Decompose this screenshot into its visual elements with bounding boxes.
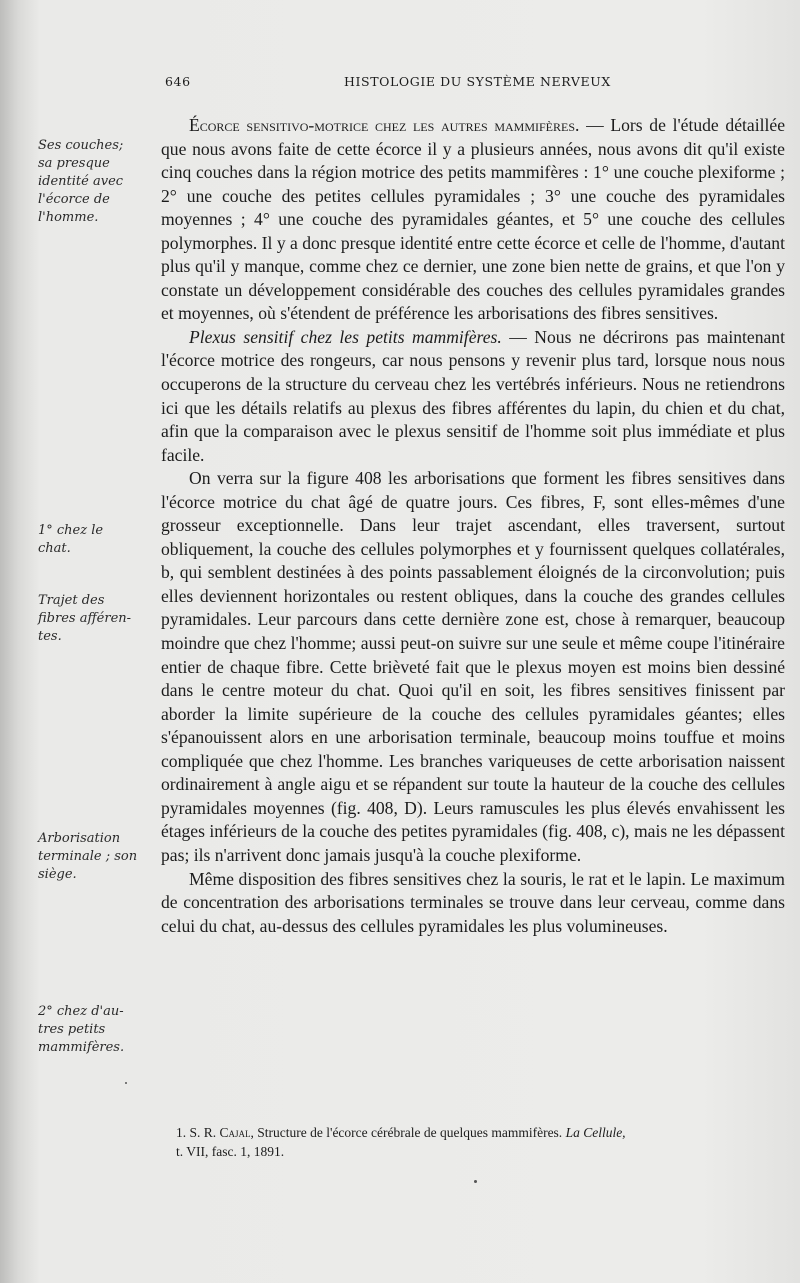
section-heading: Écorce sensitivo-motrice chez les autres mammifères. — [189, 115, 580, 135]
footnote-journal: La Cellule, — [565, 1125, 626, 1140]
margin-line: mammifères. — [38, 1040, 125, 1055]
margin-line: sa presque — [38, 156, 110, 171]
margin-line: siège. — [38, 867, 77, 882]
margin-line: tes. — [38, 629, 62, 644]
footnote-author: S. R. Cajal, — [189, 1125, 254, 1140]
margin-line: 2° chez d'au- — [38, 1004, 124, 1019]
margin-note-trajet — [38, 592, 156, 646]
paragraph-chat: On verra sur la figure 408 les arborisations que forment les fibres sensitives dans l'écorce motrice du chat âgé de quatre jours. Ces fibres, F, sont elles-mêmes d'une grosseur exceptionnelle. Dans leur trajet ascendant, elles traversent, surtout obliquement, la couche des cellules polymorphes et y fournissent quelques collatérales, b, qui semblent destinées à des points passablement éloignés de la circonvolution; puis elles deviennent horizontales ou restent obliques, dans la couche des grandes cellules pyramidales. Leur parcours dans cette dernière zone est, chose à remarquer, beaucoup moindre que chez l'homme; aussi peut-on suivre sur une seule et même coupe l'itinéraire entier de chaque fibre. Cette brièveté fait que le plexus moyen est moins bien dessiné dans le centre moteur du chat. Quoi qu'il en soit, les fibres sensitives finissent par aborder la limite supérieure de la couche des cellules pyramidales géantes; elles s'épanouissent alors en une arborisation terminale, beaucoup moins touffue et moins compliquée que chez l'homme. Les branches variqueuses de cette arborisation naissent ordinairement à angle aigu et se répandent sur toute la hauteur de la couche des cellules pyramidales moyennes (fig. 408, D). Leurs ramuscules les plus élevés envahissent les étages inférieurs de la couche des petites pyramidales (fig. 408, c), mais ne les dépassent pas; ils n'arrivent donc jamais jusqu'à la couche plexiforme. — [161, 468, 785, 865]
margin-line: identité avec — [38, 174, 124, 189]
margin-note-chat — [38, 522, 156, 558]
paragraph-plexus — [161, 326, 785, 467]
print-speck — [125, 1082, 127, 1084]
footnote-reference: t. VII, fasc. 1, 1891. — [176, 1144, 285, 1159]
paragraph-ecorce — [161, 114, 785, 326]
margin-line: 1° chez le — [38, 523, 104, 538]
margin-line: Trajet des — [38, 593, 105, 608]
footnote-number: 1. — [176, 1125, 187, 1140]
margin-line: chat. — [38, 541, 71, 556]
margin-note-couches — [38, 137, 156, 227]
margin-line: Arborisation — [38, 831, 121, 846]
margin-line: l'homme. — [38, 210, 99, 225]
footnote-title: Structure de l'écorce cérébrale de quelques mammifères. — [257, 1125, 563, 1140]
body-text — [161, 114, 785, 938]
paragraph-souris: Même disposition des fibres sensitives chez la souris, le rat et le lapin. Le maximum de concentration des arborisations terminales se trouve dans leur cerveau, comme dans celui du chat, au-dessus des cellules pyramidales les plus volumineuses. — [161, 868, 785, 936]
print-speck — [474, 1180, 477, 1183]
running-head: HISTOLOGIE DU SYSTÈME NERVEUX — [344, 74, 611, 89]
section-heading: Plexus sensitif chez les petits mammifères. — [189, 326, 502, 347]
paragraph-text: — Nous ne décrirons pas maintenant l'écorce motrice des rongeurs, car nous pensons y revenir plus tard, lorsque nous nous occuperons de la structure du cerveau chez les vertébrés inférieurs. Nous ne retiendrons ici que les détails relatifs au plexus des fibres afférentes du lapin, du chien et du chat, afin que la comparaison avec le plexus sensitif de l'homme soit plus immédiate et plus facile. — [161, 326, 785, 465]
margin-line: Ses couches; — [38, 138, 124, 153]
paragraph-text: — Lors de l'étude détaillée que nous avons faite de cette écorce il y a plusieurs années, nous avons dit qu'il existe cinq couches dans la région motrice des petits mammifères : 1° une couche plexiforme ; 2° une couche des petites cellules pyramidales ; 3° une couche des pyramidales moyennes ; 4° une couche des pyramidales géantes, et 5° une couche des cellules polymorphes. Il y a donc presque identité entre cette écorce et celle de l'homme, d'autant plus qu'il y manque, comme chez ce dernier, une zone bien nette de grains, et que l'on y constate un développement considérable des couches des cellules pyramidales grandes et moyennes, où s'étendent de préférence les arborisations des fibres sensitives. — [161, 115, 785, 324]
margin-line: l'écorce de — [38, 192, 110, 207]
margin-note-autres — [38, 1003, 156, 1057]
margin-line: tres petits — [38, 1022, 106, 1037]
page-header — [0, 74, 800, 94]
margin-line: terminale ; son — [38, 849, 138, 864]
footnote — [176, 1123, 782, 1161]
margin-note-arborisation — [38, 830, 156, 884]
margin-line: fibres afféren- — [38, 611, 132, 626]
page-number: 646 — [165, 74, 191, 89]
